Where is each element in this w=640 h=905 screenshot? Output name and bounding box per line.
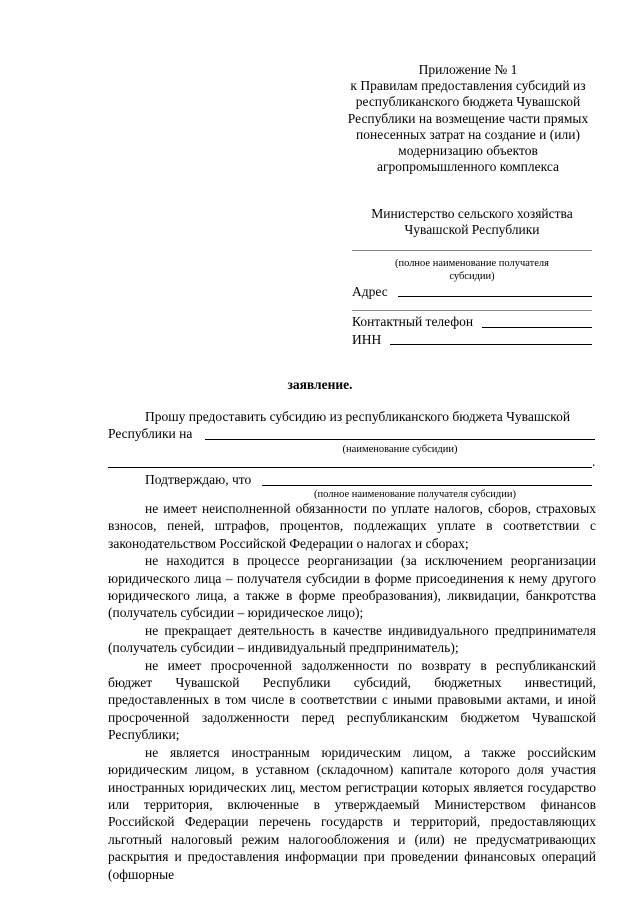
conditions-list — [108, 500, 596, 883]
condition-item: не имеет просроченной задолженности по возврату в республиканский бюджет Чувашской Республики субсидий, бюджетных инвестиций, предоставленных в том числе в соответствии с иными правовыми актами, и иной просроченной задолженности перед республиканским бюджетом Чувашской Республики; — [108, 657, 596, 743]
subsidy-name-line[interactable] — [205, 439, 595, 440]
confirm-recipient-line[interactable] — [262, 485, 592, 486]
appendix-text: к Правилам предоставления субсидий из республиканского бюджета Чувашской Республики на возмещение части прямых понесенных затрат на создание и (или) модернизацию объектов агропромышленного комплекса — [347, 78, 589, 175]
request-line-3-end: . — [592, 454, 596, 469]
inn-line[interactable] — [390, 344, 592, 345]
subsidy-name-line-2[interactable] — [108, 467, 592, 468]
appendix-header — [340, 62, 596, 175]
address-label: Адрес — [352, 284, 388, 299]
request-line-1-wrap — [108, 408, 596, 425]
phone-label: Контактный телефон — [352, 314, 474, 329]
confirm-recipient-caption: (полное наименование получателя субсидии) — [314, 489, 516, 500]
ministry-line-2: Чувашской Республики — [404, 222, 540, 237]
phone-line[interactable] — [482, 327, 592, 328]
appendix-number: Приложение № 1 — [418, 62, 518, 77]
inn-label: ИНН — [352, 332, 382, 347]
addressee-ministry — [350, 206, 594, 238]
condition-item: не является иностранным юридическим лицом, а также российским юридическим лицом, в уставном (складочном) капитале которого доля участия иностранных юридических лиц, местом регистрации которых является государство или территория, включенные в утверждаемый Министерством финансов Российской Федерации перечень государств и территорий, предоставляющих льготный налоговый режим налогообложения и (или) не предусматривающих раскрытия и предоставления информации при проведении финансовых операций (офшорные — [108, 744, 596, 882]
condition-item: не имеет неисполненной обязанности по уплате налогов, сборов, страховых взносов, пеней, штрафов, процентов, подлежащих уплате в соответствии с законодательством Российской Федерации о налогах и сборах; — [108, 501, 596, 551]
condition-item: не прекращает деятельность в качестве индивидуального предпринимателя (получатель субсидии – индивидуальный предприниматель); — [108, 622, 596, 656]
recipient-name-caption: (полное наименование получателя субсидии) — [394, 258, 550, 282]
confirm-prefix: Подтверждаю, что — [145, 472, 252, 487]
document-title: заявление. — [287, 377, 353, 392]
request-line-2-prefix: Республики на — [108, 426, 193, 441]
request-line-1: Прошу предоставить субсидию из республиканского бюджета Чувашской — [145, 409, 571, 424]
subsidy-name-caption: (наименование субсидии) — [342, 444, 458, 455]
address-line-2[interactable] — [352, 310, 592, 311]
ministry-line-1: Министерство сельского хозяйства — [371, 206, 573, 221]
recipient-name-line[interactable] — [352, 250, 592, 251]
condition-item: не находится в процессе реорганизации (за исключением реорганизации юридического лица – получателя субсидии в форме присоединения к нему другого юридического лица, а также в форме преобразования), ликвидации, банкротства (получатель субсидии – юридическое лицо); — [108, 553, 596, 621]
address-line[interactable] — [398, 296, 592, 297]
